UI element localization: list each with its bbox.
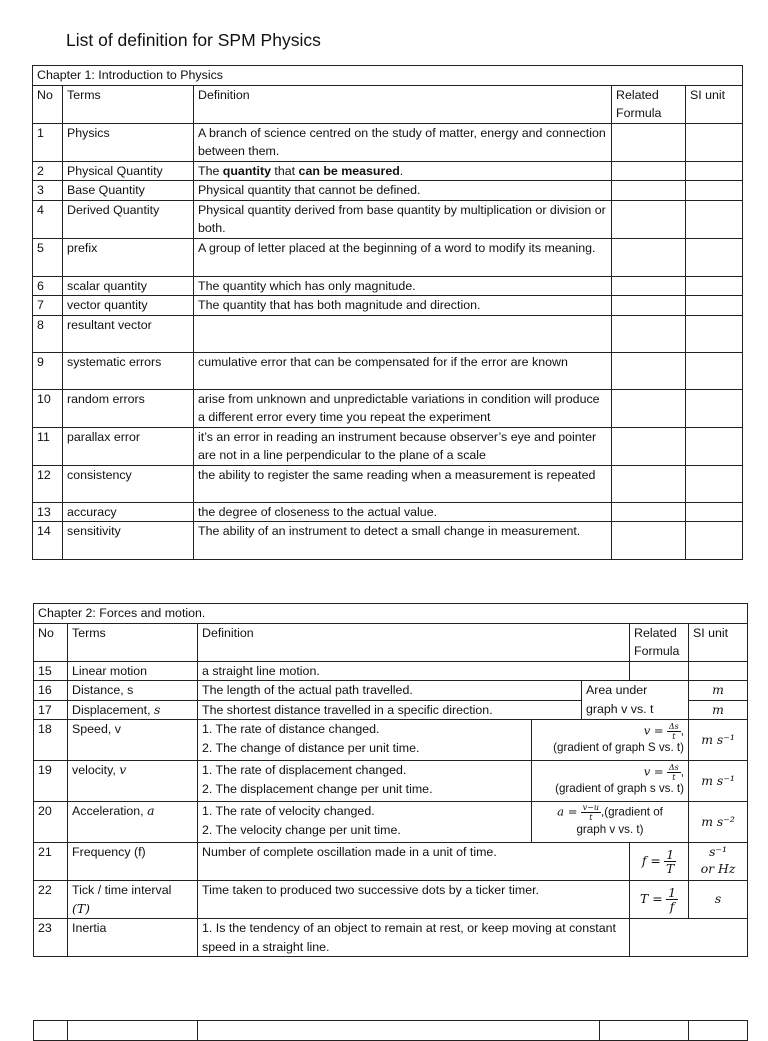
row-formula: [612, 502, 686, 522]
row-term: Linear motion: [68, 661, 198, 681]
row-no: 2: [33, 161, 63, 181]
header-si-unit: SI unit: [686, 85, 743, 123]
chapter-title: Chapter 1: Introduction to Physics: [33, 66, 743, 86]
table-row: [33, 427, 743, 465]
header-formula: Related Formula: [630, 623, 689, 661]
table-row: [33, 200, 743, 238]
row-formula: [612, 389, 686, 427]
row-definition: 1. The rate of distance changed. 2. The change of distance per unit time.: [198, 720, 532, 761]
row-formula: graph v vs. t: [582, 700, 689, 720]
row-definition: [194, 315, 612, 352]
row-term: prefix: [63, 238, 194, 276]
row-no: 16: [34, 681, 68, 701]
table-row: [34, 761, 748, 802]
row-si-unit: m: [689, 681, 748, 701]
table-row: [34, 881, 748, 919]
row-definition: Time taken to produced two successive dots by a ticker timer.: [198, 881, 630, 919]
row-term: Physics: [63, 123, 194, 161]
row-si-unit: [686, 200, 743, 238]
row-si-unit: m: [689, 700, 748, 720]
header-terms: Terms: [68, 623, 198, 661]
row-si-unit: [686, 502, 743, 522]
row-term: consistency: [63, 465, 194, 502]
row-no: 17: [34, 700, 68, 720]
row-si-unit: s⁻¹ or Hz: [689, 843, 748, 881]
table-row: [33, 315, 743, 352]
row-formula: [612, 238, 686, 276]
table-row: [33, 465, 743, 502]
table-row: [33, 522, 743, 560]
row-term: Acceleration, a: [68, 802, 198, 843]
row-si-unit: m s⁻²: [689, 802, 748, 843]
table-row: [34, 843, 748, 881]
table-row: [34, 802, 748, 843]
header-terms: Terms: [63, 85, 194, 123]
row-no: 3: [33, 181, 63, 201]
row-no: 7: [33, 296, 63, 316]
row-formula: Area under: [582, 681, 689, 701]
row-term: Physical Quantity: [63, 161, 194, 181]
table-header-row: [34, 623, 748, 661]
row-term: Frequency (f): [68, 843, 198, 881]
row-si-unit: [686, 238, 743, 276]
row-no: 10: [33, 389, 63, 427]
row-si-unit: [686, 315, 743, 352]
row-term: accuracy: [63, 502, 194, 522]
row-term: Tick / time interval (T): [68, 881, 198, 919]
row-si-unit: [686, 389, 743, 427]
row-no: 5: [33, 238, 63, 276]
row-definition: 1. Is the tendency of an object to remain at rest, or keep moving at constant speed in a straight line.: [198, 919, 630, 957]
row-formula: [612, 161, 686, 181]
table-row: [34, 661, 748, 681]
row-no: 21: [34, 843, 68, 881]
table-row: [33, 238, 743, 276]
row-no: 11: [33, 427, 63, 465]
row-formula: [630, 919, 748, 957]
chapter-title: Chapter 2: Forces and motion.: [34, 604, 748, 624]
row-definition: A branch of science centred on the study of matter, energy and connection between them.: [194, 123, 612, 161]
header-definition: Definition: [194, 85, 612, 123]
header-no: No: [33, 85, 63, 123]
row-no: 4: [33, 200, 63, 238]
row-formula: [612, 427, 686, 465]
header-formula: Related Formula: [612, 85, 686, 123]
row-term: sensitivity: [63, 522, 194, 560]
row-definition: Physical quantity that cannot be defined.: [194, 181, 612, 201]
row-definition: the ability to register the same reading when a measurement is repeated: [194, 465, 612, 502]
row-si-unit: m s⁻¹: [689, 720, 748, 761]
table-row: [33, 352, 743, 389]
row-formula: [612, 465, 686, 502]
table-row: [34, 700, 748, 720]
header-si-unit: SI unit: [689, 623, 748, 661]
row-formula: [612, 276, 686, 296]
row-no: 22: [34, 881, 68, 919]
table-row: [33, 502, 743, 522]
row-definition: 1. The rate of velocity changed. 2. The velocity change per unit time.: [198, 802, 532, 843]
row-no: 20: [34, 802, 68, 843]
row-no: 14: [33, 522, 63, 560]
row-term: Inertia: [68, 919, 198, 957]
row-term: Displacement, s: [68, 700, 198, 720]
row-no: 19: [34, 761, 68, 802]
header-definition: Definition: [198, 623, 630, 661]
table-row: [33, 389, 743, 427]
table-header-row: [33, 85, 743, 123]
row-no: 15: [34, 661, 68, 681]
row-definition: cumulative error that can be compensated for if the error are known: [194, 352, 612, 389]
row-no: 12: [33, 465, 63, 502]
row-definition: arise from unknown and unpredictable variations in condition will produce a different error every time you repeat the experiment: [194, 389, 612, 427]
row-term: velocity, v: [68, 761, 198, 802]
row-formula: [612, 123, 686, 161]
row-definition: The length of the actual path travelled.: [198, 681, 582, 701]
row-no: 1: [33, 123, 63, 161]
table-row: [34, 720, 748, 761]
row-definition: it’s an error in reading an instrument because observer’s eye and pointer are not in a line perpendicular to the plane of a scale: [194, 427, 612, 465]
row-no: 8: [33, 315, 63, 352]
row-definition: The ability of an instrument to detect a small change in measurement.: [194, 522, 612, 560]
row-no: 9: [33, 352, 63, 389]
row-si-unit: [689, 661, 748, 681]
row-term: Derived Quantity: [63, 200, 194, 238]
row-si-unit: [686, 161, 743, 181]
row-formula: [612, 181, 686, 201]
document-title: List of definition for SPM Physics: [66, 30, 321, 50]
row-formula: [612, 200, 686, 238]
row-definition: a straight line motion.: [198, 661, 630, 681]
table-row: [33, 123, 743, 161]
row-definition: Number of complete oscillation made in a unit of time.: [198, 843, 630, 881]
row-definition: The quantity which has only magnitude.: [194, 276, 612, 296]
table-row: [33, 276, 743, 296]
row-term: Base Quantity: [63, 181, 194, 201]
row-no: 13: [33, 502, 63, 522]
table-row: [34, 681, 748, 701]
header-no: No: [34, 623, 68, 661]
row-formula: [612, 522, 686, 560]
row-si-unit: [686, 352, 743, 389]
row-term: scalar quantity: [63, 276, 194, 296]
row-no: 18: [34, 720, 68, 761]
table-row: [33, 181, 743, 201]
row-definition: The quantity that can be measured.: [194, 161, 612, 181]
row-term: resultant vector: [63, 315, 194, 352]
row-si-unit: [686, 123, 743, 161]
row-definition: The shortest distance travelled in a specific direction.: [198, 700, 582, 720]
row-si-unit: [686, 465, 743, 502]
row-formula: a = $\frac{v-u}{t}$ ,(gradient of graph v vs. t): [532, 802, 689, 843]
row-term: random errors: [63, 389, 194, 427]
table-row: [33, 161, 743, 181]
row-definition: The quantity that has both magnitude and direction.: [194, 296, 612, 316]
row-si-unit: s: [689, 881, 748, 919]
row-formula: f = $\frac{1}{T}$: [630, 843, 689, 881]
row-no: 23: [34, 919, 68, 957]
row-term: Distance, s: [68, 681, 198, 701]
table-row: [34, 919, 748, 957]
row-formula: T = $\frac{1}{f}$: [630, 881, 689, 919]
row-si-unit: m s⁻¹: [689, 761, 748, 802]
row-definition: Physical quantity derived from base quantity by multiplication or division or both.: [194, 200, 612, 238]
row-definition: 1. The rate of displacement changed. 2. The displacement change per unit time.: [198, 761, 532, 802]
row-formula: [612, 352, 686, 389]
row-term: vector quantity: [63, 296, 194, 316]
chapter1-table: [32, 65, 743, 560]
row-formula: v = $\frac{\Delta s}{t}$ , (gradient of graph S vs. t): [532, 720, 689, 761]
row-si-unit: [686, 181, 743, 201]
row-term: Speed, v: [68, 720, 198, 761]
row-si-unit: [686, 427, 743, 465]
table-row: [33, 296, 743, 316]
row-term: systematic errors: [63, 352, 194, 389]
row-si-unit: [686, 296, 743, 316]
chapter2-table: [33, 603, 748, 957]
row-formula: [612, 315, 686, 352]
row-definition: A group of letter placed at the beginning of a word to modify its meaning.: [194, 238, 612, 276]
row-si-unit: [686, 522, 743, 560]
row-formula: v = $\frac{\Delta s}{t}$ , (gradient of graph s vs. t): [532, 761, 689, 802]
row-formula: [612, 296, 686, 316]
row-si-unit: [686, 276, 743, 296]
row-term: parallax error: [63, 427, 194, 465]
chapter3-table-edge: [33, 1020, 748, 1041]
row-definition: the degree of closeness to the actual value.: [194, 502, 612, 522]
row-formula: [630, 661, 689, 681]
row-no: 6: [33, 276, 63, 296]
